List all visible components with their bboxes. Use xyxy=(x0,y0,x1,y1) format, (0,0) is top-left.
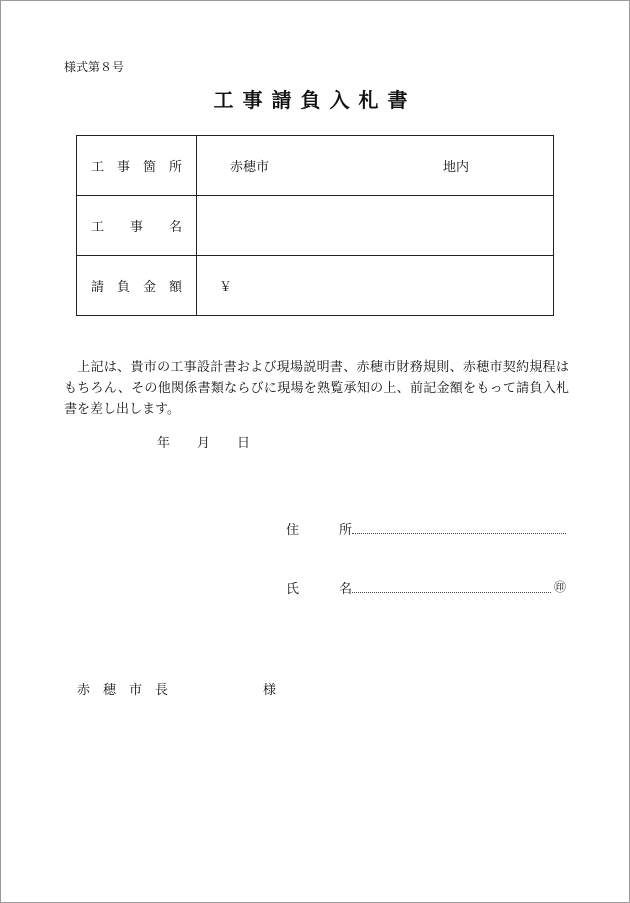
addressee-char: 穂 xyxy=(103,683,117,698)
label-char: 名 xyxy=(168,220,182,235)
bid-info-table xyxy=(76,135,554,316)
location-label xyxy=(77,136,197,196)
form-number: 様式第８号 xyxy=(64,60,125,74)
seal-mark: ㊞ xyxy=(553,580,566,594)
addressee-char: 市 xyxy=(129,683,143,698)
addressee-honorific: 様 xyxy=(263,683,277,698)
location-suffix: 地内 xyxy=(443,160,470,175)
table-row-work-name xyxy=(77,196,554,256)
label-char: 事 xyxy=(129,220,143,235)
addressee-char: 赤 xyxy=(77,683,91,698)
date-day: 日 xyxy=(237,436,251,451)
name-dotted-line xyxy=(352,592,551,593)
label-char: 箇 xyxy=(142,160,156,175)
label-char: 額 xyxy=(168,280,182,295)
location-value-cell[interactable] xyxy=(197,136,554,196)
location-city: 赤穂市 xyxy=(230,160,270,175)
date-year: 年 xyxy=(157,436,171,451)
label-char: 所 xyxy=(168,160,182,175)
statement-text: 上記は、貴市の工事設計書および現場説明書、赤穂市財務規則、赤穂市契約規程はもちろん、その他関係書類ならびに現場を熟覧承知の上、前記金額をもって請負入札書を差し出します。 xyxy=(64,360,569,417)
addressee-char: 長 xyxy=(155,683,169,698)
label-char: 工 xyxy=(91,160,105,175)
name-label-char: 氏 xyxy=(286,582,300,597)
date-month: 月 xyxy=(197,436,211,451)
work-name-label xyxy=(77,196,197,256)
label-char: 事 xyxy=(116,160,130,175)
label-char: 金 xyxy=(142,280,156,295)
label-char: 請 xyxy=(91,280,105,295)
work-name-value-cell[interactable] xyxy=(197,196,554,256)
statement-indent xyxy=(64,360,77,375)
statement-paragraph xyxy=(64,357,569,420)
name-label-char: 名 xyxy=(339,582,353,597)
amount-label xyxy=(77,256,197,316)
document-title: 工事請負入札書 xyxy=(213,88,417,112)
amount-value-cell[interactable] xyxy=(197,256,554,316)
address-label-char: 所 xyxy=(339,523,353,538)
table-row-location xyxy=(77,136,554,196)
table-row-amount xyxy=(77,256,554,316)
address-dotted-line xyxy=(352,533,566,534)
label-char: 負 xyxy=(116,280,130,295)
address-label-char: 住 xyxy=(286,523,300,538)
label-char: 工 xyxy=(91,220,105,235)
yen-symbol: ￥ xyxy=(219,280,233,295)
